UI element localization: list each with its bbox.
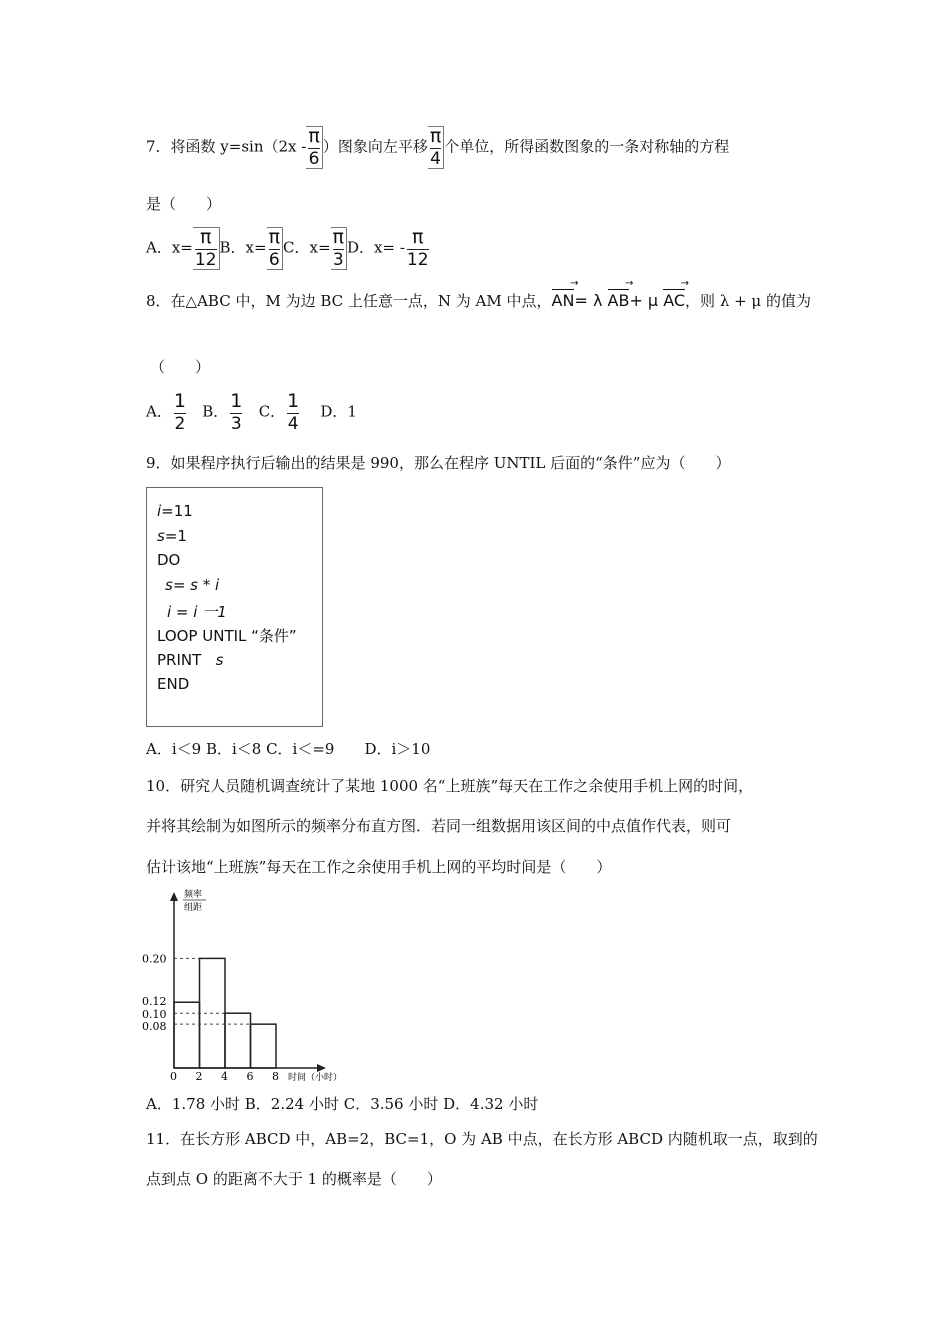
q7-option-d: D．x= -	[347, 238, 405, 257]
q7-option-a: A．x=	[146, 238, 193, 257]
q8-options	[146, 392, 357, 433]
frac-num: 1	[173, 390, 186, 412]
vector-ac: AC →	[663, 289, 685, 310]
vector-eq: = λ	[574, 291, 603, 310]
code-text: =1	[164, 527, 187, 545]
code-line-1	[157, 502, 193, 520]
frac-num: 1	[287, 390, 300, 412]
q11-line2: 点到点 O 的距离不大于 1 的概率是（ ）	[146, 1170, 442, 1188]
frac-den: 12	[194, 250, 217, 270]
x-tick-label: 4	[221, 1070, 228, 1083]
q7-text-pre: 7．将函数 y=sin（2x -	[146, 137, 307, 156]
x-tick-label: 6	[246, 1070, 254, 1083]
q8-option-b: B．	[202, 402, 229, 421]
q7-text-mid: ）图象向左平移	[322, 137, 428, 156]
frac-num: 1	[230, 390, 243, 412]
x-axis-arrow-icon	[317, 1064, 326, 1072]
y-tick-label: 0.12	[142, 995, 167, 1009]
code-line-8: END	[157, 675, 190, 693]
frac-num: π	[412, 226, 424, 248]
frac-num: π	[199, 226, 212, 248]
frac-den: 2	[174, 414, 186, 434]
histogram-bar	[225, 1013, 251, 1068]
code-text: PRINT	[157, 651, 202, 669]
q8-option-d: D．1	[320, 402, 357, 421]
frac-den: 3	[230, 414, 242, 434]
frac-den: 6	[268, 250, 280, 270]
code-line-7	[157, 651, 223, 669]
frac-den: 4	[287, 414, 299, 434]
q10-options: A．1.78 小时 B．2.24 小时 C．3.56 小时 D．4.32 小时	[146, 1095, 539, 1113]
frac-num: π	[308, 125, 320, 147]
code-line-2	[157, 527, 187, 545]
q7-option-c-frac	[331, 227, 347, 270]
q7-frac-pi-4	[428, 126, 444, 169]
q8-line1	[146, 290, 811, 311]
code-line-4: s= s * i	[165, 576, 220, 594]
q10-line2: 并将其绘制为如图所示的频率分布直方图．若同一组数据用该区间的中点值作代表，则可	[146, 817, 732, 835]
q8-text-pre: 8．在△ABC 中，M 为边 BC 上任意一点，N 为 AM 中点，	[146, 292, 552, 310]
q8-option-a-frac	[172, 392, 188, 433]
q8-vector-equation	[552, 289, 686, 310]
q10-line1: 10．研究人员随机调查统计了某地 1000 名“上班族”每天在工作之余使用手机上网的时间，	[146, 777, 754, 795]
frac-den: 4	[430, 149, 441, 169]
q9-line1: 9．如果程序执行后输出的结果是 990，那么在程序 UNTIL 后面的“条件”应为（ ）	[146, 454, 731, 472]
frac-den: 12	[406, 250, 429, 270]
q7-option-b-frac	[267, 227, 283, 270]
q8-line2: （ ）	[150, 358, 211, 376]
q7-option-d-frac	[405, 228, 431, 269]
code-var: s	[157, 527, 165, 545]
y-tick-label: 0.08	[142, 1020, 167, 1034]
vector-an: AN →	[552, 289, 575, 310]
y-label-top: 频率	[184, 890, 203, 900]
y-axis-arrow-icon	[170, 892, 178, 901]
x-axis-label: 时间（小时）	[288, 1073, 343, 1083]
y-tick-label: 0.10	[142, 1008, 167, 1022]
q8-option-a: A．	[146, 402, 172, 421]
code-text: =11	[161, 502, 193, 520]
frac-den: 6	[308, 149, 320, 169]
frac-num: π	[429, 125, 442, 147]
frequency-histogram	[140, 888, 355, 1088]
x-tick-label: 2	[195, 1070, 203, 1083]
code-line-5: i = i 一1	[167, 603, 227, 621]
q7-options	[146, 227, 431, 270]
frac-num: π	[268, 226, 281, 248]
q7-option-a-frac	[193, 227, 220, 270]
histogram-bar	[251, 1024, 277, 1068]
vector-plus: + μ	[629, 291, 659, 310]
q7-frac-pi-6	[306, 126, 322, 169]
q8-option-b-frac	[228, 392, 244, 433]
q7-text-post: 个单位，所得函数图象的一条对称轴的方程	[444, 137, 730, 156]
histogram-bar	[174, 1002, 200, 1068]
q7-option-b: B．x=	[219, 238, 267, 257]
frac-den: 3	[332, 250, 344, 270]
y-label-bottom: 组距	[184, 903, 203, 913]
code-var: s	[215, 651, 224, 669]
x-tick-label: 0	[170, 1070, 177, 1083]
y-tick-label: 0.20	[142, 952, 167, 966]
q7-option-c: C．x=	[283, 238, 331, 257]
code-line-6: LOOP UNTIL “条件”	[157, 627, 297, 645]
q7-line2: 是（ ）	[146, 195, 222, 213]
q8-option-c: C．	[258, 402, 286, 421]
q7-line1	[146, 126, 729, 169]
q9-program-box	[146, 487, 323, 727]
q10-line3: 估计该地“上班族”每天在工作之余使用手机上网的平均时间是（ ）	[146, 858, 612, 876]
vector-ab: AB →	[608, 289, 630, 310]
q9-options: A．i＜9 B．i＜8 C．i＜=9 D．i＞10	[146, 740, 431, 758]
q8-option-c-frac	[285, 392, 301, 433]
code-var: i	[157, 502, 162, 520]
frac-num: π	[332, 226, 344, 248]
q8-text-post: ，则 λ + μ 的值为	[685, 292, 811, 310]
x-tick-label: 8	[272, 1070, 279, 1083]
q11-line1: 11．在长方形 ABCD 中，AB=2，BC=1，O 为 AB 中点，在长方形 ABCD 内随机取一点，取到的	[146, 1130, 818, 1148]
code-line-3: DO	[157, 551, 181, 569]
